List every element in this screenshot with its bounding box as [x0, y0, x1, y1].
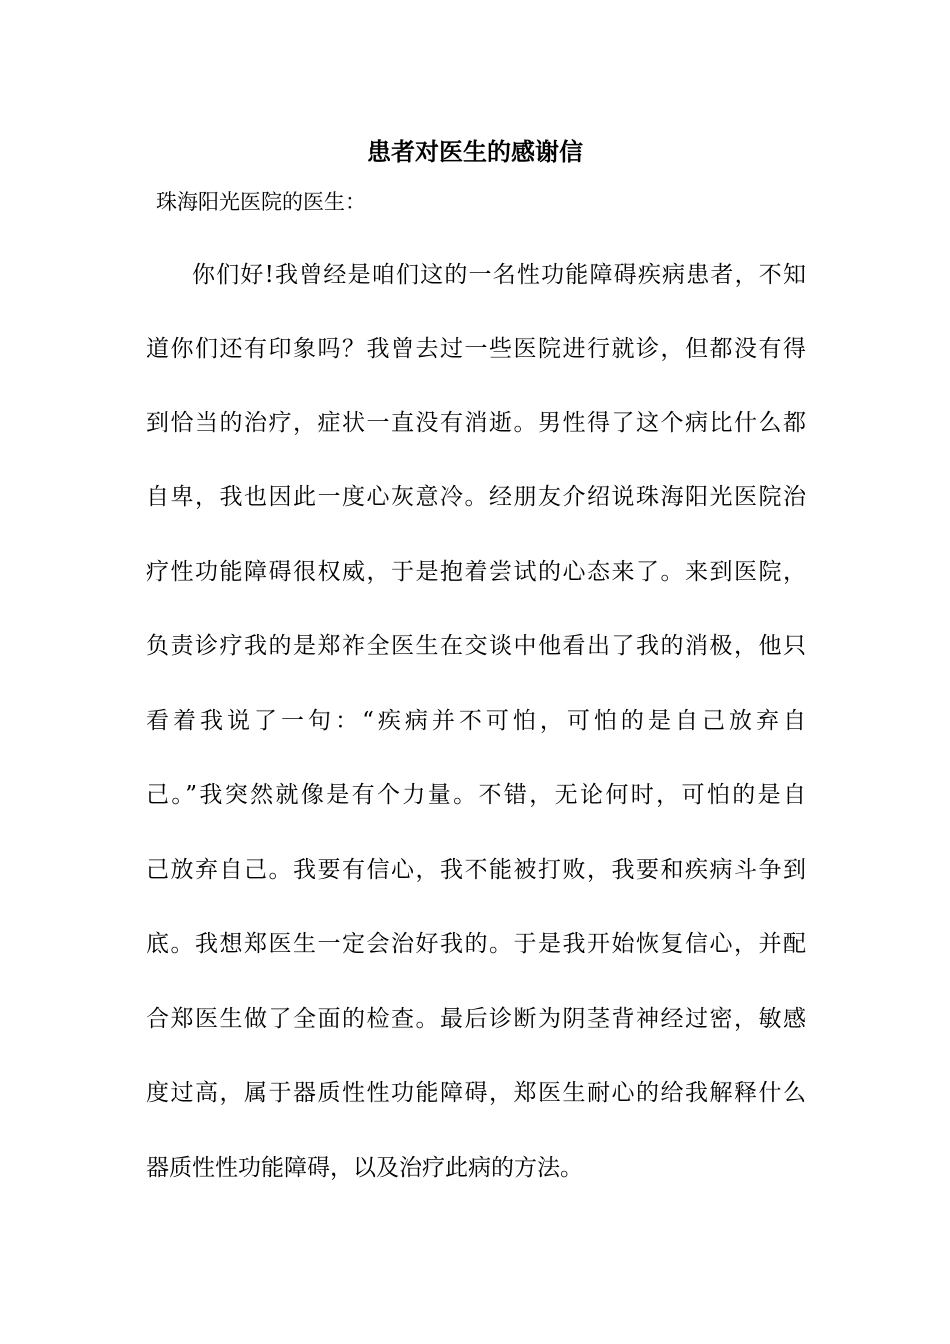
- body-line: 合郑医生做了全面的检查。最后诊断为阴茎背神经过密，敏感: [146, 1006, 806, 1032]
- body-line: 你们好!我曾经是咱们这的一名性功能障碍疾病患者，不知: [192, 262, 806, 288]
- letter-title: 患者对医生的感谢信: [367, 137, 583, 166]
- body-line: 己。”我突然就像是有个力量。不错，无论何时，可怕的是自: [146, 782, 806, 808]
- body-line: 看着我说了一句：“疾病并不可怕，可怕的是自己放弃自: [146, 708, 806, 734]
- body-line: 器质性性功能障碍，以及治疗此病的方法。: [146, 1155, 583, 1181]
- body-line: 道你们还有印象吗？我曾去过一些医院进行就诊，但都没有得: [146, 336, 806, 362]
- body-line: 己放弃自己。我要有信心，我不能被打败，我要和疾病斗争到: [146, 857, 806, 883]
- body-line: 度过高，属于器质性性功能障碍，郑医生耐心的给我解释什么: [146, 1080, 806, 1106]
- body-line: 负责诊疗我的是郑祚全医生在交谈中他看出了我的消极，他只: [146, 633, 806, 659]
- body-line: 到恰当的治疗，症状一直没有消逝。男性得了这个病比什么都: [146, 410, 806, 436]
- letter-salutation: 珠海阳光医院的医生：: [156, 190, 366, 214]
- body-line: 底。我想郑医生一定会治好我的。于是我开始恢复信心，并配: [146, 931, 806, 957]
- body-line: 自卑，我也因此一度心灰意冷。经朋友介绍说珠海阳光医院治: [146, 484, 806, 510]
- body-line: 疗性功能障碍很权威，于是抱着尝试的心态来了。来到医院，: [146, 559, 806, 585]
